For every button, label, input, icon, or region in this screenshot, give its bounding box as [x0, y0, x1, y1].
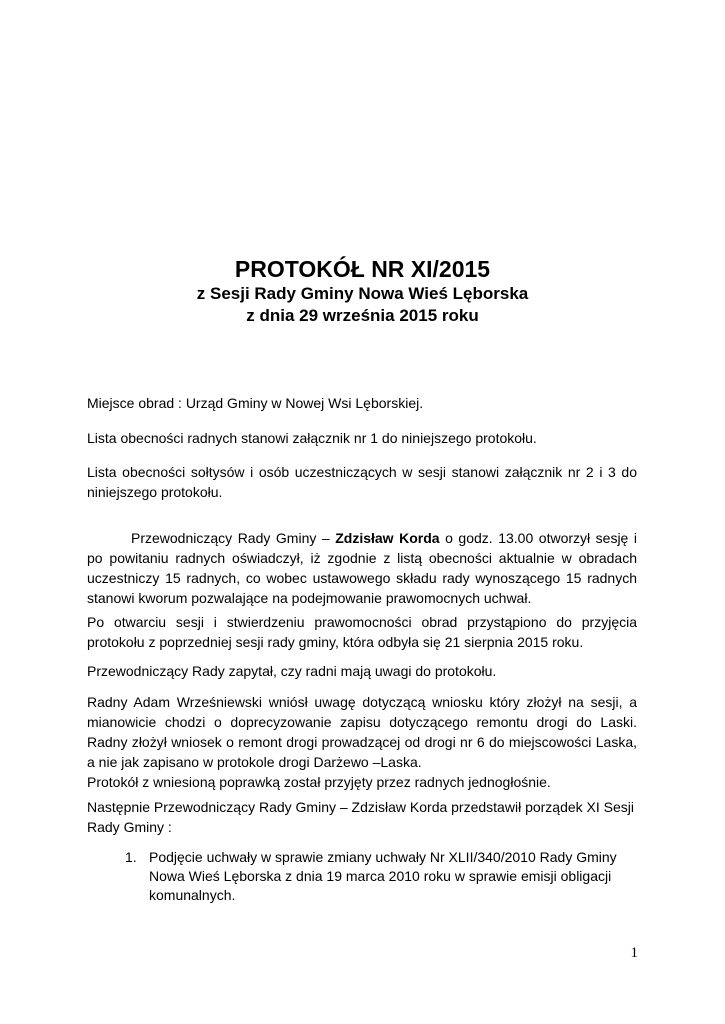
opening-post: o godz. 13.00 otworzył sesję i po powitaniu radnych oświadczył, iż zgodnie z listą obecności aktualnie w obradach uczestniczy 15 radnych, co wobec ustawowego składu rady wynoszącego 15 radnych stanowi kworum pozwalające na podejmowanie prawomocnych uchwał.	[87, 530, 637, 606]
attendance-councillors: Lista obecności radnych stanowi załącznik nr 1 do niniejszego protokołu.	[87, 430, 537, 446]
remark-text: Radny Adam Wrześniewski wniósł uwagę dotyczącą wniosku który złożył na sesji, a mianowicie chodzi o doprecyzowanie zapisu dotyczącego remontu drogi do Laski. Radny złożył wniosek o remont drogi prowadzącej od drogi nr 6 do miejscowości Laska, a nie jak zapisano w protokole drogi Darżewo –Laska.	[87, 694, 637, 770]
agenda-item-number: 1.	[125, 849, 137, 865]
agenda-list	[125, 848, 645, 905]
page-number: 1	[630, 945, 638, 961]
remark-result: Protokół z wniesioną poprawką został przyjęty przez radnych jednogłośnie.	[87, 774, 551, 790]
chair-question-paragraph: Przewodniczący Rady zapytał, czy radni mają uwagi do protokołu.	[87, 663, 497, 679]
agenda-intro: Następnie Przewodniczący Rady Gminy – Zdzisław Korda przedstawił porządek XI Sesji Rady Gminy :	[87, 799, 635, 835]
document-title: PROTOKÓŁ NR XI/2015	[234, 256, 491, 282]
opening-paragraph	[87, 528, 637, 608]
remark-paragraph	[87, 692, 637, 792]
attendance-others: Lista obecności sołtysów i osób uczestniczących w sesji stanowi załącznik nr 2 i 3 do niniejszego protokołu.	[87, 464, 637, 500]
title-block	[0, 255, 725, 327]
date-subtitle: z dnia 29 września 2015 roku	[246, 306, 479, 325]
chair-name: Zdzisław Korda	[335, 530, 440, 546]
agenda-item	[125, 848, 645, 905]
agenda-item-text: Podjęcie uchwały w sprawie zmiany uchwały Nr XLII/340/2010 Rady Gminy Nowa Wieś Lęborska z dnia 19 marca 2010 roku w sprawie emisji obligacji komunalnych.	[149, 849, 617, 903]
meeting-place: Miejsce obrad : Urząd Gminy w Nowej Wsi Lęborskiej.	[87, 395, 424, 411]
session-subtitle: z Sesji Rady Gminy Nowa Wieś Lęborska	[196, 284, 529, 303]
opening-pre: Przewodniczący Rady Gminy –	[131, 530, 336, 546]
minutes-adoption-paragraph: Po otwarciu sesji i stwierdzeniu prawomocności obrad przystąpiono do przyjęcia protokołu z poprzedniej sesji rady gminy, która odbyła się 21 sierpnia 2015 roku.	[87, 614, 637, 650]
